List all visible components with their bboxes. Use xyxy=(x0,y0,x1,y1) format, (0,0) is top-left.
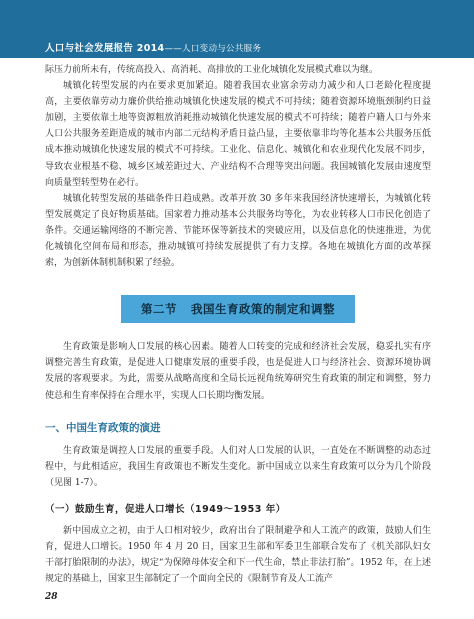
subheading-policy-evolution: 一、中国生育政策的演进 xyxy=(45,421,161,434)
subsubheading-encourage-births: （一）鼓励生育，促进人口增长（1949～1953 年） xyxy=(45,503,286,515)
section-number: 第二节 xyxy=(141,302,177,317)
paragraph-policy-evolution: 生育政策是调控人口发展的重要手段。人们对人口发展的认识，一直处在不断调整的动态过程中，与此相适应，我国生育政策也不断发生变化。新中国成立以来生育政策可以分为几个阶段（见图 1-7）。 xyxy=(45,445,431,488)
page-content xyxy=(45,62,431,587)
section-heading xyxy=(121,295,355,323)
running-header xyxy=(45,40,261,56)
header-title: 人口与社会发展报告 2014 xyxy=(45,43,165,54)
paragraph-section-intro: 生育政策是影响人口发展的核心因素。随着人口转变的完成和经济社会发展，稳妥扎实有序调整完善生育政策，是促进人口健康发展的重要手段，也是促进人口与经济社会、资源环境协调发展的客观要求。为此，需要从战略高度和全局长远视角统筹研究生育政策的制定和调整，努力使总和生育率保持在合理水平，实现人口长期均衡发展。 xyxy=(45,342,431,401)
paragraph-early-policy: 新中国成立之初，由于人口相对较少，政府出台了限制避孕和人工流产的政策，鼓励人们生育，促进人口增长。1950 年 4 月 20 日，国家卫生部和军委卫生部联合发布了《机关部队妇女干部打胎限制的办法》，规定“为保障母体安全和下一代生命，禁止非法打胎”。1952 年，在上述规定的基础上，国家卫生部制定了一个面向全民的《限制节育及人工流产 xyxy=(45,525,431,585)
paragraph-transformation-urgency: 城镇化转型发展的内在要求更加紧迫。随着我国农业富余劳动力减少和人口老龄化程度提高，主要依靠劳动力廉价供给推动城镇化快速发展的模式不可持续；随着资源环境瓶颈制约日益加剧，主要依靠土地等资源粗放消耗推动城镇化快速发展的模式不可持续；随着户籍人口与外来人口公共服务差距造成的城市内部二元结构矛盾日益凸显，主要依靠非均等化基本公共服务压低成本推动城镇化快速发展的模式不可持续。工业化、信息化、城镇化和农业现代化发展不同步，导致农业根基不稳、城乡区域差距过大、产业结构不合理等突出问题。我国城镇化发展由速度型向质量型转型势在必行。 xyxy=(45,81,431,188)
paragraph-continued: 际压力前所未有，传统高投入、高消耗、高排放的工业化城镇化发展模式难以为继。 xyxy=(45,65,379,75)
section-title: 我国生育政策的制定和调整 xyxy=(191,302,335,317)
header-subtitle: ——人口变动与公共服务 xyxy=(164,44,262,54)
page-number: 28 xyxy=(45,592,58,602)
header-bar xyxy=(0,0,474,58)
section-heading-wrap xyxy=(45,295,431,323)
paragraph-transformation-conditions: 城镇化转型发展的基础条件日趋成熟。改革开放 30 多年来我国经济快速增长，为城镇化转型发展奠定了良好物质基础。国家着力推动基本公共服务均等化，为农业转移人口市民化创造了条件。交通运输网络的不断完善、节能环保等新技术的突破应用，以及信息化的快速推进，为优化城镇化空间布局和形态，推动城镇可持续发展提供了有力支撑。各地在城镇化方面的改革探索，为创新体制机制积累了经验。 xyxy=(45,193,431,269)
